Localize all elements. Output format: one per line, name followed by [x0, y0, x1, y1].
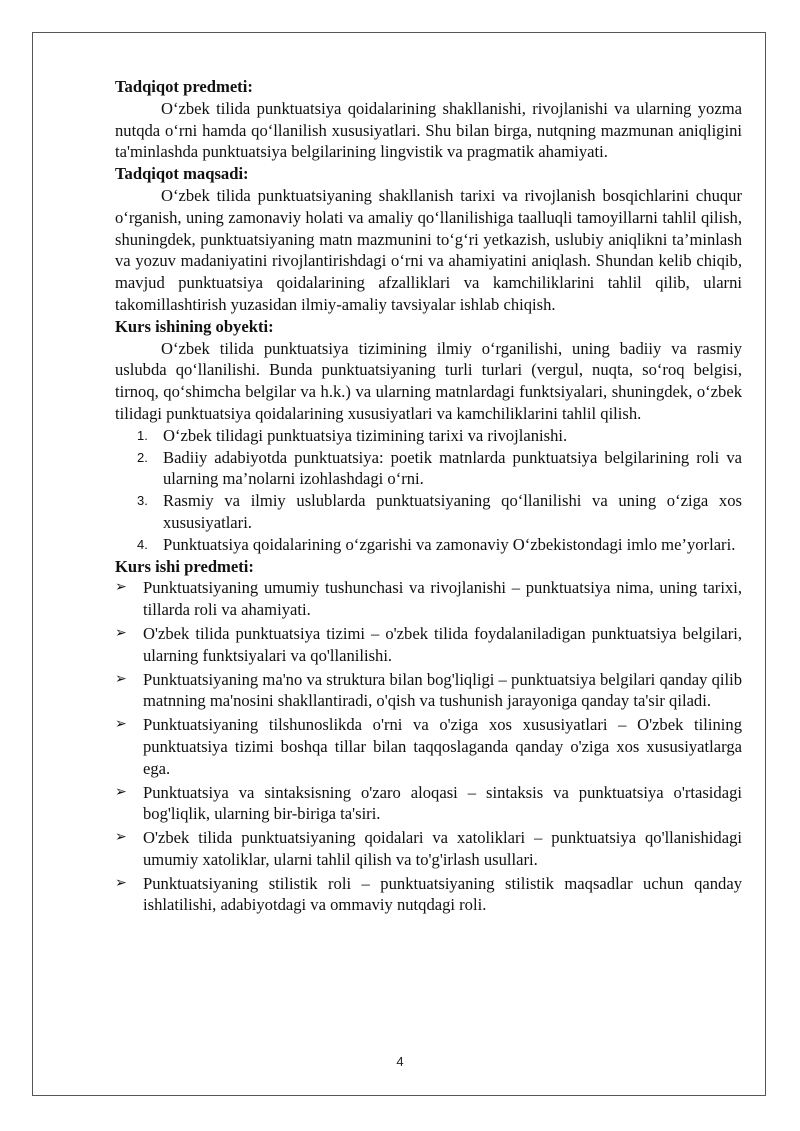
- numbered-list: [115, 425, 742, 556]
- list-item: [115, 447, 742, 491]
- list-item: [115, 534, 742, 556]
- page-number: 4: [396, 1054, 404, 1069]
- arrow-bullet-icon: ➢: [115, 716, 127, 733]
- section-paragraph: O‘zbek tilida punktuatsiyaning shakllanish tarixi va rivojlanish bosqichlarini chuqur o‘rganish, uning zamonaviy holati va amaliy qo‘llanilishiga taalluqli tamoyillarni tahlil qilish, shuningdek, punktuatsiyaning matn mazmunini to‘g‘ri yetkazish, uslubiy aniqlikni ta’minlash va yozuv madaniyatini rivojlantirishdagi o‘rni va ahamiyatini aniqlash. Shundan kelib chiqib, mavjud punktuatsiya qoidalarining afzalliklari va kamchiliklarini tahlil qilib, ularni takomillashtirish yuzasidan ilmiy-amaliy tavsiyalar ishlab chiqish.: [115, 185, 742, 314]
- bullet-item: [115, 623, 742, 667]
- bullet-item-text: Punktuatsiyaning stilistik roli – punktuatsiyaning stilistik maqsadlar uchun qanday ishlatilishi, adabiyotdagi va ommaviy nutqdagi roli.: [143, 873, 742, 915]
- arrow-bullet-icon: ➢: [115, 783, 127, 800]
- section-heading: Kurs ishi predmeti:: [115, 556, 254, 576]
- section-heading: Tadqiqot maqsadi:: [115, 164, 249, 184]
- list-number: 4.: [137, 536, 148, 552]
- list-item-text: Rasmiy va ilmiy uslublarda punktuatsiyaning qo‘llanilishi va uning o‘ziga xos xususiyatlari.: [163, 491, 742, 532]
- arrow-bullet-icon: ➢: [115, 579, 127, 596]
- bullet-item: [115, 577, 742, 621]
- list-number: 2.: [137, 449, 148, 465]
- section-paragraph: O‘zbek tilida punktuatsiya tizimining ilmiy o‘rganilishi, uning badiiy va rasmiy uslubda qo‘llanilishi. Bunda punktuatsiyaning turli turlari (vergul, nuqta, so‘roq belgisi, tirnoq, qo‘shimcha belgilar va h.k.) va ularning matnlardagi funktsiyalari, shuningdek, o‘zbek tilidagi punktuatsiya qoidalarining xususiyatlari va kamchiliklarini tahlil qilish.: [115, 338, 742, 423]
- bullet-item: [115, 782, 742, 826]
- section-heading: Tadqiqot predmeti:: [115, 77, 253, 96]
- list-item-text: Badiiy adabiyotda punktuatsiya: poetik matnlarda punktuatsiya belgilarining roli va ularning ma’nolarni izohlashdagi o‘rni.: [163, 447, 742, 489]
- arrow-bullet-icon: ➢: [115, 874, 127, 891]
- arrow-bullet-icon: ➢: [115, 829, 127, 846]
- list-number: 3.: [137, 493, 148, 509]
- section-heading: Kurs ishining obyekti:: [115, 316, 274, 336]
- bullet-item-text: Punktuatsiyaning umumiy tushunchasi va rivojlanishi – punktuatsiya nima, uning tarixi, tillarda roli va ahamiyati.: [143, 578, 742, 620]
- bullet-item-text: O'zbek tilida punktuatsiya tizimi – o'zbek tilida foydalaniladigan punktuatsiya belgilari, ularning funktsiyalari va qo'llanilishi.: [143, 623, 742, 665]
- arrow-bullet-icon: ➢: [115, 670, 127, 687]
- section-paragraph: O‘zbek tilida punktuatsiya qoidalarining shakllanishi, rivojlanishi va ularning yozma nutqda o‘rni hamda qo‘llanilish xususiyatlari. Shu bilan birga, nutqning mazmunan aniqligini ta'minlashda punktuatsiya belgilarining lingvistik va pragmatik ahamiyati.: [115, 98, 742, 162]
- list-number: 1.: [137, 427, 148, 443]
- bullet-item-text: Punktuatsiya va sintaksisning o'zaro aloqasi – sintaksis va punktuatsiya o'rtasidagi bog'liqlik, ularning bir-biriga ta'siri.: [143, 782, 742, 824]
- bullet-item: [115, 714, 742, 779]
- list-item-text: O‘zbek tilidagi punktuatsiya tizimining tarixi va rivojlanishi.: [163, 425, 568, 445]
- bullet-list: [115, 577, 742, 916]
- list-item: [115, 490, 742, 534]
- bullet-item-text: O'zbek tilida punktuatsiyaning qoidalari va xatoliklari – punktuatsiya qo'llanishidagi umumiy xatoliklar, ularni tahlil qilish va to'g'irlash usullari.: [143, 828, 742, 869]
- document-body: [115, 76, 742, 918]
- bullet-item-text: Punktuatsiyaning tilshunoslikda o'rni va o'ziga xos xususiyatlari – O'zbek tilining punktuatsiya tizimi boshqa tillar bilan taqqoslaganda qanday o'ziga xos xususiyatlarga ega.: [143, 715, 742, 778]
- bullet-item: [115, 669, 742, 713]
- bullet-item-text: Punktuatsiyaning ma'no va struktura bilan bog'liqligi – punktuatsiya belgilari qanday qilib matnning ma'nosini shakllantiradi, o'qish va tushunish jarayoniga qanday ta'sir qiladi.: [143, 669, 742, 711]
- list-item: [115, 425, 742, 447]
- bullet-item: [115, 873, 742, 917]
- bullet-item: [115, 827, 742, 871]
- list-item-text: Punktuatsiya qoidalarining o‘zgarishi va zamonaviy O‘zbekistondagi imlo me’yorlari.: [163, 534, 736, 554]
- arrow-bullet-icon: ➢: [115, 624, 127, 641]
